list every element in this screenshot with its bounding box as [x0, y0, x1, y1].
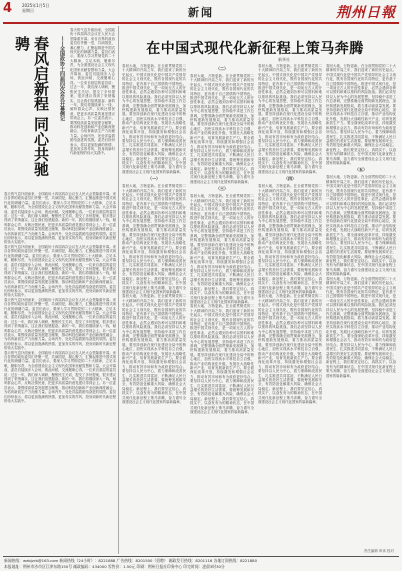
section-marker-4: （四） — [284, 176, 296, 182]
weekday-line: 星期日 — [22, 8, 34, 13]
main-article-body-7: 春回大地，万物更新。在全面贯彻党的二十大精神的开局之年，我们迎来了新的历史起点。中国式现代化是中国共产党领导的社会主义现代化，既有各国现代化的共同特征，更有基于自己国情的中国特色。推进中国式现代化，是一项前无古人的开创性事业，必然会遇到各种可以预料和难以预料的风险挑战。我们必须坚持以人民为中心的发展思想，坚持稳中求进工作总基调，完整准确全面贯彻新发展理念，加快构建新发展格局，着力推动高质量发展。要坚持创新在现代化建设全局中的核心地位，加快实现高水平科技自立自强，推动产业结构优化升级，发展壮大战略性新兴产业，培育发展新质生产力。要全面深化改革开放，持续激发和增强社会活力，推动有效市场和有为政府更好结合。要坚持以人民为中心，着力保障和改善民生，扎实推进共同富裕，不断满足人民日益增长的美好生活需要。要统筹发展和安全，有效防范化解重大风险，确保社会大局稳定。新征程上，我们要坚定信心、真抓实干，以奋发有为的精神状态，在中国式现代化新征程上策马奔腾，奋力谱写全面建设社会主义现代化国家的崭新篇章。 — [258, 64, 322, 174]
section-title: 新闻 — [188, 6, 214, 19]
left-article-col-2 — [4, 192, 116, 547]
left-article-body-cont-4: 春天的气息扑面而来，全国政协十四届四次会议在人民大会堂隆重开幕。来自各界的政协委员们齐聚一堂，共商国是，凝心聚力，汇聚起推进中国式现代化的磅礴力量。委员们表示，要深入学习贯彻党的二十大精神，立足本职，履职尽责，为全面建设社会主义现代化国家贡献智慧和力量。大会开幕前，委员们陆续步入会场，彼此问候，交流履职心得。一位来自基层的委员说：过去一年，我们深入调研，聚焦民生关切，提交了多份提案，很多建议得到了采纳落实，这让我们倍感振奋。新的一年，我们将继续深入一线，倾听群众心声，反映社情民意，把更多高质量的意见建议带到会上。另一位委员表示，要围绕高质量发展建言献策，推动科技创新和产业创新深度融合，为培育新质生产力贡献力量。会场内外，处处洋溢着团结奋进的氛围。委员们纷纷表示，将以更加饱满的热情、更加务实的作风，投身到新时代新征程的伟大实践中。 — [4, 350, 116, 404]
main-article-body-12: 春回大地，万物更新。在全面贯彻党的二十大精神的开局之年，我们迎来了新的历史起点。中国式现代化是中国共产党领导的社会主义现代化，既有各国现代化的共同特征，更有基于自己国情的中国特色。推进中国式现代化，是一项前无古人的开创性事业，必然会遇到各种可以预料和难以预料的风险挑战。我们必须坚持以人民为中心的发展思想，坚持稳中求进工作总基调，完整准确全面贯彻新发展理念，加快构建新发展格局，着力推动高质量发展。要坚持创新在现代化建设全局中的核心地位，加快实现高水平科技自立自强，推动产业结构优化升级，发展壮大战略性新兴产业，培育发展新质生产力。要全面深化改革开放，持续激发和增强社会活力，推动有效市场和有为政府更好结合。要坚持以人民为中心，着力保障和改善民生，扎实推进共同富裕，不断满足人民日益增长的美好生活需要。要统筹发展和安全，有效防范化解重大风险，确保社会大局稳定。新征程上，我们要坚定信心、真抓实干，以奋发有为的精神状态，在中国式现代化新征程上策马奔腾，奋力谱写全面建设社会主义现代化国家的崭新篇章。 — [326, 276, 396, 378]
date-line: 2025年1月5日 — [22, 3, 50, 8]
main-article-body-6: 春回大地，万物更新。在全面贯彻党的二十大精神的开局之年，我们迎来了新的历史起点。中国式现代化是中国共产党领导的社会主义现代化，既有各国现代化的共同特征，更有基于自己国情的中国特色。推进中国式现代化，是一项前无古人的开创性事业，必然会遇到各种可以预料和难以预料的风险挑战。我们必须坚持以人民为中心的发展思想，坚持稳中求进工作总基调，完整准确全面贯彻新发展理念，加快构建新发展格局，着力推动高质量发展。要坚持创新在现代化建设全局中的核心地位，加快实现高水平科技自立自强，推动产业结构优化升级，发展壮大战略性新兴产业，培育发展新质生产力。要全面深化改革开放，持续激发和增强社会活力，推动有效市场和有为政府更好结合。要坚持以人民为中心，着力保障和改善民生，扎实推进共同富裕，不断满足人民日益增长的美好生活需要。要统筹发展和安全，有效防范化解重大风险，确保社会大局稳定。新征程上，我们要坚定信心、真抓实干，以奋发有为的精神状态，在中国式现代化新征程上策马奔腾，奋力谱写全面建设社会主义现代化国家的崭新篇章。 — [190, 304, 254, 415]
main-article-col-4 — [326, 64, 396, 550]
section-marker-1: （一） — [148, 176, 160, 182]
left-article-body-cont-2: 春天的气息扑面而来，全国政协十四届四次会议在人民大会堂隆重开幕。来自各界的政协委员们齐聚一堂，共商国是，凝心聚力，汇聚起推进中国式现代化的磅礴力量。委员们表示，要深入学习贯彻党的二十大精神，立足本职，履职尽责，为全面建设社会主义现代化国家贡献智慧和力量。大会开幕前，委员们陆续步入会场，彼此问候，交流履职心得。一位来自基层的委员说：过去一年，我们深入调研，聚焦民生关切，提交了多份提案，很多建议得到了采纳落实，这让我们倍感振奋。新的一年，我们将继续深入一线，倾听群众心声，反映社情民意，把更多高质量的意见建议带到会上。另一位委员表示，要围绕高质量发展建言献策，推动科技创新和产业创新深度融合，为培育新质生产力贡献力量。会场内外，处处洋溢着团结奋进的氛围。委员们纷纷表示，将以更加饱满的热情、更加务实的作风，投身到新时代新征程的伟大实践中。 — [4, 244, 116, 298]
left-article-col-1 — [70, 28, 115, 188]
editor-credit: 责任编辑 审读 校对 — [363, 549, 394, 553]
column-divider — [118, 26, 119, 554]
left-article-body-cont: 春天的气息扑面而来，全国政协十四届四次会议在人民大会堂隆重开幕。来自各界的政协委员们齐聚一堂，共商国是，凝心聚力，汇聚起推进中国式现代化的磅礴力量。委员们表示，要深入学习贯彻党的二十大精神，立足本职，履职尽责，为全面建设社会主义现代化国家贡献智慧和力量。大会开幕前，委员们陆续步入会场，彼此问候，交流履职心得。一位来自基层的委员说：过去一年，我们深入调研，聚焦民生关切，提交了多份提案，很多建议得到了采纳落实，这让我们倍感振奋。新的一年，我们将继续深入一线，倾听群众心声，反映社情民意，把更多高质量的意见建议带到会上。另一位委员表示，要围绕高质量发展建言献策，推动科技创新和产业创新深度融合，为培育新质生产力贡献力量。会场内外，处处洋溢着团结奋进的氛围。委员们纷纷表示，将以更加饱满的热情、更加务实的作风，投身到新时代新征程的伟大实践中。 — [4, 192, 116, 245]
main-article-body-8: 春回大地，万物更新。在全面贯彻党的二十大精神的开局之年，我们迎来了新的历史起点。中国式现代化是中国共产党领导的社会主义现代化，既有各国现代化的共同特征，更有基于自己国情的中国特色。推进中国式现代化，是一项前无古人的开创性事业，必然会遇到各种可以预料和难以预料的风险挑战。我们必须坚持以人民为中心的发展思想，坚持稳中求进工作总基调，完整准确全面贯彻新发展理念，加快构建新发展格局，着力推动高质量发展。要坚持创新在现代化建设全局中的核心地位，加快实现高水平科技自立自强，推动产业结构优化升级，发展壮大战略性新兴产业，培育发展新质生产力。要全面深化改革开放，持续激发和增强社会活力，推动有效市场和有为政府更好结合。要坚持以人民为中心，着力保障和改善民生，扎实推进共同富裕，不断满足人民日益增长的美好生活需要。要统筹发展和安全，有效防范化解重大风险，确保社会大局稳定。新征程上，我们要坚定信心、真抓实干，以奋发有为的精神状态，在中国式现代化新征程上策马奔腾，奋力谱写全面建设社会主义现代化国家的崭新篇章。 — [258, 184, 322, 294]
page-number: 4 — [3, 1, 13, 16]
main-article-body: 春回大地，万物更新。在全面贯彻党的二十大精神的开局之年，我们迎来了新的历史起点。中国式现代化是中国共产党领导的社会主义现代化，既有各国现代化的共同特征，更有基于自己国情的中国特色。推进中国式现代化，是一项前无古人的开创性事业，必然会遇到各种可以预料和难以预料的风险挑战。我们必须坚持以人民为中心的发展思想，坚持稳中求进工作总基调，完整准确全面贯彻新发展理念，加快构建新发展格局，着力推动高质量发展。要坚持创新在现代化建设全局中的核心地位，加快实现高水平科技自立自强，推动产业结构优化升级，发展壮大战略性新兴产业，培育发展新质生产力。要全面深化改革开放，持续激发和增强社会活力，推动有效市场和有为政府更好结合。要坚持以人民为中心，着力保障和改善民生，扎实推进共同富裕，不断满足人民日益增长的美好生活需要。要统筹发展和安全，有效防范化解重大风险，确保社会大局稳定。新征程上，我们要坚定信心、真抓实干，以奋发有为的精神状态，在中国式现代化新征程上策马奔腾，奋力谱写全面建设社会主义现代化国家的崭新篇章。 — [122, 64, 186, 174]
left-article-subtitle: ——全国政协十四届四次会议开幕侧记 — [59, 36, 65, 121]
date-block — [22, 3, 49, 13]
section-marker-2: （二） — [216, 66, 228, 71]
main-article-body-5: 春回大地，万物更新。在全面贯彻党的二十大精神的开局之年，我们迎来了新的历史起点。中国式现代化是中国共产党领导的社会主义现代化，既有各国现代化的共同特征，更有基于自己国情的中国特色。推进中国式现代化，是一项前无古人的开创性事业，必然会遇到各种可以预料和难以预料的风险挑战。我们必须坚持以人民为中心的发展思想，坚持稳中求进工作总基调，完整准确全面贯彻新发展理念，加快构建新发展格局，着力推动高质量发展。要坚持创新在现代化建设全局中的核心地位，加快实现高水平科技自立自强，推动产业结构优化升级，发展壮大战略性新兴产业，培育发展新质生产力。要全面深化改革开放，持续激发和增强社会活力，推动有效市场和有为政府更好结合。要坚持以人民为中心，着力保障和改善民生，扎实推进共同富裕，不断满足人民日益增长的美好生活需要。要统筹发展和安全，有效防范化解重大风险，确保社会大局稳定。新征程上，我们要坚定信心、真抓实干，以奋发有为的精神状态，在中国式现代化新征程上策马奔腾，奋力谱写全面建设社会主义现代化国家的崭新篇章。 — [190, 194, 254, 304]
header-rule — [3, 22, 399, 24]
section-marker-3: （三） — [216, 186, 228, 192]
paper-logo: 荆州日報 — [336, 5, 396, 21]
left-article-title: 春风启新程 同心共驰骋 — [13, 36, 50, 177]
main-article-body-10: 春回大地，万物更新。在全面贯彻党的二十大精神的开局之年，我们迎来了新的历史起点。中国式现代化是中国共产党领导的社会主义现代化，既有各国现代化的共同特征，更有基于自己国情的中国特色。推进中国式现代化，是一项前无古人的开创性事业，必然会遇到各种可以预料和难以预料的风险挑战。我们必须坚持以人民为中心的发展思想，坚持稳中求进工作总基调，完整准确全面贯彻新发展理念，加快构建新发展格局，着力推动高质量发展。要坚持创新在现代化建设全局中的核心地位，加快实现高水平科技自立自强，推动产业结构优化升级，发展壮大战略性新兴产业，培育发展新质生产力。要全面深化改革开放，持续激发和增强社会活力，推动有效市场和有为政府更好结合。要坚持以人民为中心，着力保障和改善民生，扎实推进共同富裕，不断满足人民日益增长的美好生活需要。要统筹发展和安全，有效防范化解重大风险，确保社会大局稳定。新征程上，我们要坚定信心、真抓实干，以奋发有为的精神状态，在中国式现代化新征程上策马奔腾，奋力谱写全面建设社会主义现代化国家的崭新篇章。 — [326, 64, 396, 165]
main-article-col-1 — [122, 64, 186, 550]
main-article-col-2 — [190, 64, 254, 550]
main-article-body-4: 春回大地，万物更新。在全面贯彻党的二十大精神的开局之年，我们迎来了新的历史起点。中国式现代化是中国共产党领导的社会主义现代化，既有各国现代化的共同特征，更有基于自己国情的中国特色。推进中国式现代化，是一项前无古人的开创性事业，必然会遇到各种可以预料和难以预料的风险挑战。我们必须坚持以人民为中心的发展思想，坚持稳中求进工作总基调，完整准确全面贯彻新发展理念，加快构建新发展格局，着力推动高质量发展。要坚持创新在现代化建设全局中的核心地位，加快实现高水平科技自立自强，推动产业结构优化升级，发展壮大战略性新兴产业，培育发展新质生产力。要全面深化改革开放，持续激发和增强社会活力，推动有效市场和有为政府更好结合。要坚持以人民为中心，着力保障和改善民生，扎实推进共同富裕，不断满足人民日益增长的美好生活需要。要统筹发展和安全，有效防范化解重大风险，确保社会大局稳定。新征程上，我们要坚定信心、真抓实干，以奋发有为的精神状态，在中国式现代化新征程上策马奔腾，奋力谱写全面建设社会主义现代化国家的崭新篇章。 — [190, 74, 254, 184]
main-article-byline: 新华社 — [278, 57, 290, 62]
left-article-body-cont-3: 春天的气息扑面而来，全国政协十四届四次会议在人民大会堂隆重开幕。来自各界的政协委员们齐聚一堂，共商国是，凝心聚力，汇聚起推进中国式现代化的磅礴力量。委员们表示，要深入学习贯彻党的二十大精神，立足本职，履职尽责，为全面建设社会主义现代化国家贡献智慧和力量。大会开幕前，委员们陆续步入会场，彼此问候，交流履职心得。一位来自基层的委员说：过去一年，我们深入调研，聚焦民生关切，提交了多份提案，很多建议得到了采纳落实，这让我们倍感振奋。新的一年，我们将继续深入一线，倾听群众心声，反映社情民意，把更多高质量的意见建议带到会上。另一位委员表示，要围绕高质量发展建言献策，推动科技创新和产业创新深度融合，为培育新质生产力贡献力量。会场内外，处处洋溢着团结奋进的氛围。委员们纷纷表示，将以更加饱满的热情、更加务实的作风，投身到新时代新征程的伟大实践中。 — [4, 297, 116, 351]
main-article-body-2: 春回大地，万物更新。在全面贯彻党的二十大精神的开局之年，我们迎来了新的历史起点。中国式现代化是中国共产党领导的社会主义现代化，既有各国现代化的共同特征，更有基于自己国情的中国特色。推进中国式现代化，是一项前无古人的开创性事业，必然会遇到各种可以预料和难以预料的风险挑战。我们必须坚持以人民为中心的发展思想，坚持稳中求进工作总基调，完整准确全面贯彻新发展理念，加快构建新发展格局，着力推动高质量发展。要坚持创新在现代化建设全局中的核心地位，加快实现高水平科技自立自强，推动产业结构优化升级，发展壮大战略性新兴产业，培育发展新质生产力。要全面深化改革开放，持续激发和增强社会活力，推动有效市场和有为政府更好结合。要坚持以人民为中心，着力保障和改善民生，扎实推进共同富裕，不断满足人民日益增长的美好生活需要。要统筹发展和安全，有效防范化解重大风险，确保社会大局稳定。新征程上，我们要坚定信心、真抓实干，以奋发有为的精神状态，在中国式现代化新征程上策马奔腾，奋力谱写全面建设社会主义现代化国家的崭新篇章。 — [122, 184, 186, 294]
footer-rule — [3, 556, 399, 557]
section-marker-5: （五） — [355, 167, 367, 173]
main-article-body-11: 春回大地，万物更新。在全面贯彻党的二十大精神的开局之年，我们迎来了新的历史起点。中国式现代化是中国共产党领导的社会主义现代化，既有各国现代化的共同特征，更有基于自己国情的中国特色。推进中国式现代化，是一项前无古人的开创性事业，必然会遇到各种可以预料和难以预料的风险挑战。我们必须坚持以人民为中心的发展思想，坚持稳中求进工作总基调，完整准确全面贯彻新发展理念，加快构建新发展格局，着力推动高质量发展。要坚持创新在现代化建设全局中的核心地位，加快实现高水平科技自立自强，推动产业结构优化升级，发展壮大战略性新兴产业，培育发展新质生产力。要全面深化改革开放，持续激发和增强社会活力，推动有效市场和有为政府更好结合。要坚持以人民为中心，着力保障和改善民生，扎实推进共同富裕，不断满足人民日益增长的美好生活需要。要统筹发展和安全，有效防范化解重大风险，确保社会大局稳定。新征程上，我们要坚定信心、真抓实干，以奋发有为的精神状态，在中国式现代化新征程上策马奔腾，奋力谱写全面建设社会主义现代化国家的崭新篇章。 — [326, 175, 396, 277]
footer-line-2: 本报地址：荆州市沙市区江津东路150号 邮政编码：434000 零售价：1.50元 印刷：荆州日报社印务中心 印完时间：凌晨3时30分 — [4, 564, 225, 569]
footer-line-1: 新闻热线：webjzrb@163.com 新闻热线（24小时）：8221888 广告热线：8201500（招聘） 邮政发行热线：8201116 各地订阅热线：8221880 — [4, 558, 258, 563]
main-article-body-9: 春回大地，万物更新。在全面贯彻党的二十大精神的开局之年，我们迎来了新的历史起点。中国式现代化是中国共产党领导的社会主义现代化，既有各国现代化的共同特征，更有基于自己国情的中国特色。推进中国式现代化，是一项前无古人的开创性事业，必然会遇到各种可以预料和难以预料的风险挑战。我们必须坚持以人民为中心的发展思想，坚持稳中求进工作总基调，完整准确全面贯彻新发展理念，加快构建新发展格局，着力推动高质量发展。要坚持创新在现代化建设全局中的核心地位，加快实现高水平科技自立自强，推动产业结构优化升级，发展壮大战略性新兴产业，培育发展新质生产力。要全面深化改革开放，持续激发和增强社会活力，推动有效市场和有为政府更好结合。要坚持以人民为中心，着力保障和改善民生，扎实推进共同富裕，不断满足人民日益增长的美好生活需要。要统筹发展和安全，有效防范化解重大风险，确保社会大局稳定。新征程上，我们要坚定信心、真抓实干，以奋发有为的精神状态，在中国式现代化新征程上策马奔腾，奋力谱写全面建设社会主义现代化国家的崭新篇章。 — [258, 294, 322, 405]
left-headline — [6, 36, 56, 186]
left-article-body: 春天的气息扑面而来，全国政协十四届四次会议在人民大会堂隆重开幕。来自各界的政协委员们齐聚一堂，共商国是，凝心聚力，汇聚起推进中国式现代化的磅礴力量。委员们表示，要深入学习贯彻党的二十大精神，立足本职，履职尽责，为全面建设社会主义现代化国家贡献智慧和力量。大会开幕前，委员们陆续步入会场，彼此问候，交流履职心得。一位来自基层的委员说：过去一年，我们深入调研，聚焦民生关切，提交了多份提案，很多建议得到了采纳落实，这让我们倍感振奋。新的一年，我们将继续深入一线，倾听群众心声，反映社情民意，把更多高质量的意见建议带到会上。另一位委员表示，要围绕高质量发展建言献策，推动科技创新和产业创新深度融合，为培育新质生产力贡献力量。会场内外，处处洋溢着团结奋进的氛围。委员们纷纷表示，将以更加饱满的热情、更加务实的作风，投身到新时代新征程的伟大实践中。 — [70, 28, 115, 156]
main-article-body-3: 春回大地，万物更新。在全面贯彻党的二十大精神的开局之年，我们迎来了新的历史起点。中国式现代化是中国共产党领导的社会主义现代化，既有各国现代化的共同特征，更有基于自己国情的中国特色。推进中国式现代化，是一项前无古人的开创性事业，必然会遇到各种可以预料和难以预料的风险挑战。我们必须坚持以人民为中心的发展思想，坚持稳中求进工作总基调，完整准确全面贯彻新发展理念，加快构建新发展格局，着力推动高质量发展。要坚持创新在现代化建设全局中的核心地位，加快实现高水平科技自立自强，推动产业结构优化升级，发展壮大战略性新兴产业，培育发展新质生产力。要全面深化改革开放，持续激发和增强社会活力，推动有效市场和有为政府更好结合。要坚持以人民为中心，着力保障和改善民生，扎实推进共同富裕，不断满足人民日益增长的美好生活需要。要统筹发展和安全，有效防范化解重大风险，确保社会大局稳定。新征程上，我们要坚定信心、真抓实干，以奋发有为的精神状态，在中国式现代化新征程上策马奔腾，奋力谱写全面建设社会主义现代化国家的崭新篇章。 — [122, 294, 186, 405]
main-article-col-3 — [258, 64, 322, 550]
main-article-title: 在中国式现代化新征程上策马奔腾 — [146, 41, 364, 57]
